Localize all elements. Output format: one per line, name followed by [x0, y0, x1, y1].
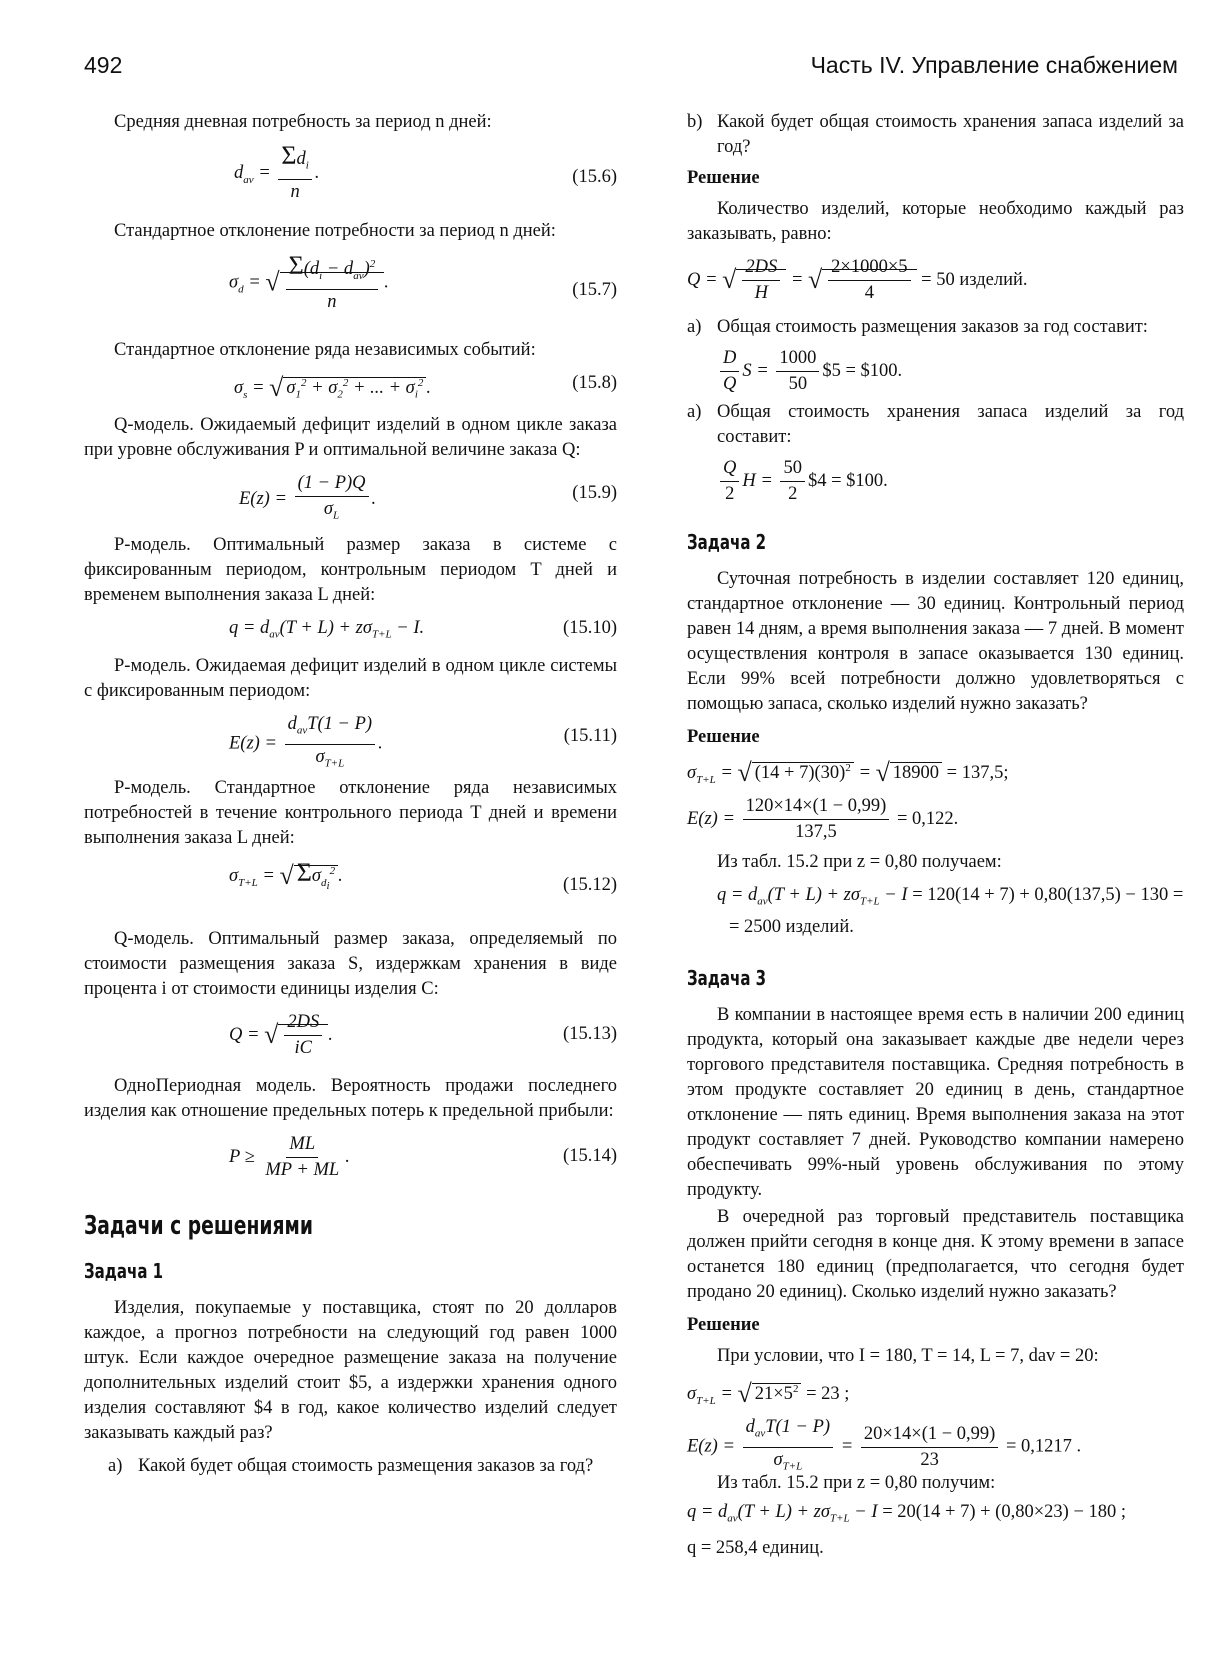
formula-15-7: $\sigma_d$ = √ $\frac{\Sigma(d_i - d_{av})^2}{n}$ . (15.7): [229, 251, 617, 312]
equation-number: 15.6: [578, 167, 611, 187]
list-marker: a): [108, 1456, 123, 1476]
paragraph: Из табл. 15.2 при z = 0,80 получим:: [717, 1473, 996, 1493]
paragraph: Стандартное отклонение потребности за период n дней:: [114, 221, 556, 241]
formula-15-8: $\sigma_s$ = √ $\sigma_1^2 + \sigma_2^2$ + ... + $\sigma_i^2$ . (15.8): [234, 373, 617, 403]
solution-label: Решение: [687, 727, 760, 747]
list-text: Общая стоимость размещения заказов за год составит:: [717, 317, 1148, 337]
equation-number: 15.7: [578, 280, 611, 300]
paragraph: P-модель. Стандартное отклонение ряда независимых потребностей в течение контрольного периода T дней и времени выполнения заказа L дней:: [84, 778, 617, 848]
section-title: Задачи с решениями: [84, 1211, 313, 1241]
running-title: Часть IV. Управление снабжением: [810, 52, 1178, 78]
task-text: Суточная потребность в изделии составляет 120 единиц, стандартное отклонение — 30 единиц. Контрольный период равен 14 дням, а время выполнения заказа — 7 дней. В момент осуществления контроля в запасе оказывается 130 единиц. Если 99% всей потребности должно удовлетворяться с помощью запаса, сколько изделий нужно заказать?: [687, 569, 1184, 714]
paragraph: Количество изделий, которые необходимо каждый раз заказывать, равно:: [687, 199, 1184, 244]
equation-number: 15.14: [569, 1146, 611, 1166]
formula-15-11: E(z) = $\frac{d_{av}T(1 - P)}{\sigma_{T+L}}$ . (15.11): [229, 714, 617, 770]
task-title: Задача 3: [687, 966, 767, 990]
right-column: [687, 110, 1184, 1569]
list-text: Какой будет общая стоимость размещения заказов за год?: [138, 1456, 594, 1476]
formula-15-13: Q = √ $\frac{2DS}{iC}$ . (15.13): [229, 1012, 617, 1058]
list-marker: а): [687, 402, 702, 422]
task-text: В очередной раз торговый представитель поставщика должен прийти сегодня в конце дня. К этому времени в запасе останется 180 единиц (предполагается, что сегодня будет продано 20 единиц). Сколько изделий нужно заказать?: [687, 1207, 1184, 1302]
formula-15-12: $\sigma_{T+L}$ = √ $\Sigma\sigma_{d_i}^2$ . (15.12): [229, 858, 617, 895]
list-item: [84, 1454, 617, 1479]
list-item: [687, 400, 1184, 450]
formula-15-14: P ≥ $\frac{ML}{MP + ML}$ . (15.14): [229, 1134, 617, 1180]
task-text: Изделия, покупаемые у поставщика, стоят по 20 долларов каждое, а прогноз потребности на следующий год равен 1000 штук. Если каждое очередное размещение заказа на получение дополнительных изделий стоит $5, а издержки хранения одного изделия составляют $4 в год, какое количество изделий следует заказывать каждый раз?: [84, 1298, 617, 1443]
formula-15-10: $q = d_{av}(T + L) + z\sigma_{T+L} - I$. (15.10): [229, 618, 617, 641]
formula-q: Q = √ $\frac{2DS}{H}$ = √ $\frac{2\times 1000\times 5}{4}$ = 50 изделий.: [687, 257, 1028, 303]
equation-number: 15.9: [578, 483, 611, 503]
paragraph: Q-модель. Оптимальный размер заказа, определяемый по стоимости размещения заказа S, издержкам хранения в виде процента i от стоимости единицы изделия C:: [84, 929, 617, 999]
formula-q-t3: $q = d_{av}(T + L) + z\sigma_{T+L} - I = 20(14 + 7) + (0,80\times 23) - 180$ ;: [687, 1502, 1127, 1525]
list-marker: b): [687, 112, 703, 132]
task-text: В компании в настоящее время есть в наличии 200 единиц продукта, который она заказывает каждые две недели через торгового представителя поставщика. Средняя потребность в этом продукте составляет 20 единиц в день, стандартное отклонение — пять единиц. Время выполнения заказа на этот продукт составляет 7 дней. Руководство компании намерено обеспечивать 99%-ный уровень обслуживания по этому продукту.: [687, 1005, 1184, 1200]
formula-ez-t2: E(z) = $\frac{120\times 14\times(1 - 0,99)}{137,5}$ = 0,122.: [687, 796, 959, 842]
paragraph: Стандартное отклонение ряда независимых событий:: [114, 340, 536, 360]
paragraph: P-модель. Оптимальный размер заказа в системе с фиксированным периодом, контрольным периодом T дней и временем выполнения заказа L дней:: [84, 535, 617, 605]
formula-ez-t3: E(z) = $\frac{d_{av}T(1 - P)}{\sigma_{T+L}}$ = $\frac{20\times 14\times(1 - 0,99)}{23}$ = 0,1217 .: [687, 1417, 1082, 1473]
formula-15-6: $d_{av}$ = $\frac{\Sigma d_i}{n}$ . (15.6): [234, 141, 617, 202]
solution-label: Решение: [687, 168, 760, 188]
paragraph: P-модель. Ожидаемая дефицит изделий в одном цикле системы с фиксированным периодом:: [84, 656, 617, 701]
equation-number: 15.8: [578, 373, 611, 393]
formula-q-t2: $q = d_{av}(T + L) + z\sigma_{T+L} - I = 120(14 + 7) + 0,80(137,5) - 130$ =: [717, 885, 1184, 908]
formula-15-9: E(z) = $\frac{(1 - P)Q}{\sigma_L}$ . (15.9): [239, 473, 617, 522]
equation-number: 15.13: [569, 1024, 611, 1044]
formula-sigma-t3: $\sigma_{T+L}$ = √ $21\times 5^2 = 23$ ;: [687, 1379, 850, 1409]
formula-result: = 2500 изделий.: [729, 917, 854, 937]
equation-number: 15.11: [569, 726, 611, 746]
equation-number: 15.10: [569, 618, 611, 638]
list-marker: a): [687, 317, 702, 337]
left-column: [84, 110, 617, 1485]
paragraph: Средняя дневная потребность за период n дней:: [114, 112, 492, 132]
paragraph: Q-модель. Ожидаемый дефицит изделий в одном цикле заказа при уровне обслуживания P и оптимальной величине заказа Q:: [84, 415, 617, 460]
formula-order-cost: $\frac{D}{Q}$ S = $\frac{1000}{50}$ $5 = $100.: [687, 346, 1184, 392]
list-item: [687, 110, 1184, 160]
formula-result: q = 258,4 единиц.: [687, 1538, 824, 1558]
task-title: Задача 2: [687, 530, 767, 554]
formula-holding-cost: $\frac{Q}{2}$ H = $\frac{50}{2}$ $4 = $100.: [687, 456, 1184, 502]
paragraph: При условии, что I = 180, T = 14, L = 7, dav = 20:: [717, 1346, 1099, 1366]
paragraph: ОдноПериодная модель. Вероятность продажи последнего изделия как отношение предельных потерь к предельной прибыли:: [84, 1076, 617, 1121]
task-title: Задача 1: [84, 1259, 164, 1283]
list-text: Общая стоимость хранения запаса изделий за год составит:: [717, 402, 1184, 447]
list-text: Какой будет общая стоимость хранения запаса изделий за год?: [717, 112, 1184, 157]
formula-sigma-t2: $\sigma_{T+L}$ = √ $(14 + 7)(30)^2$ = √ 18900 = 137,5;: [687, 758, 1009, 788]
solution-label: Решение: [687, 1315, 760, 1335]
list-item: [687, 315, 1184, 340]
paragraph: Из табл. 15.2 при z = 0,80 получаем:: [717, 852, 1002, 872]
formula-tail: = 50 изделий.: [921, 269, 1028, 290]
page-number: 492: [84, 52, 123, 78]
equation-number: 15.12: [569, 875, 611, 895]
